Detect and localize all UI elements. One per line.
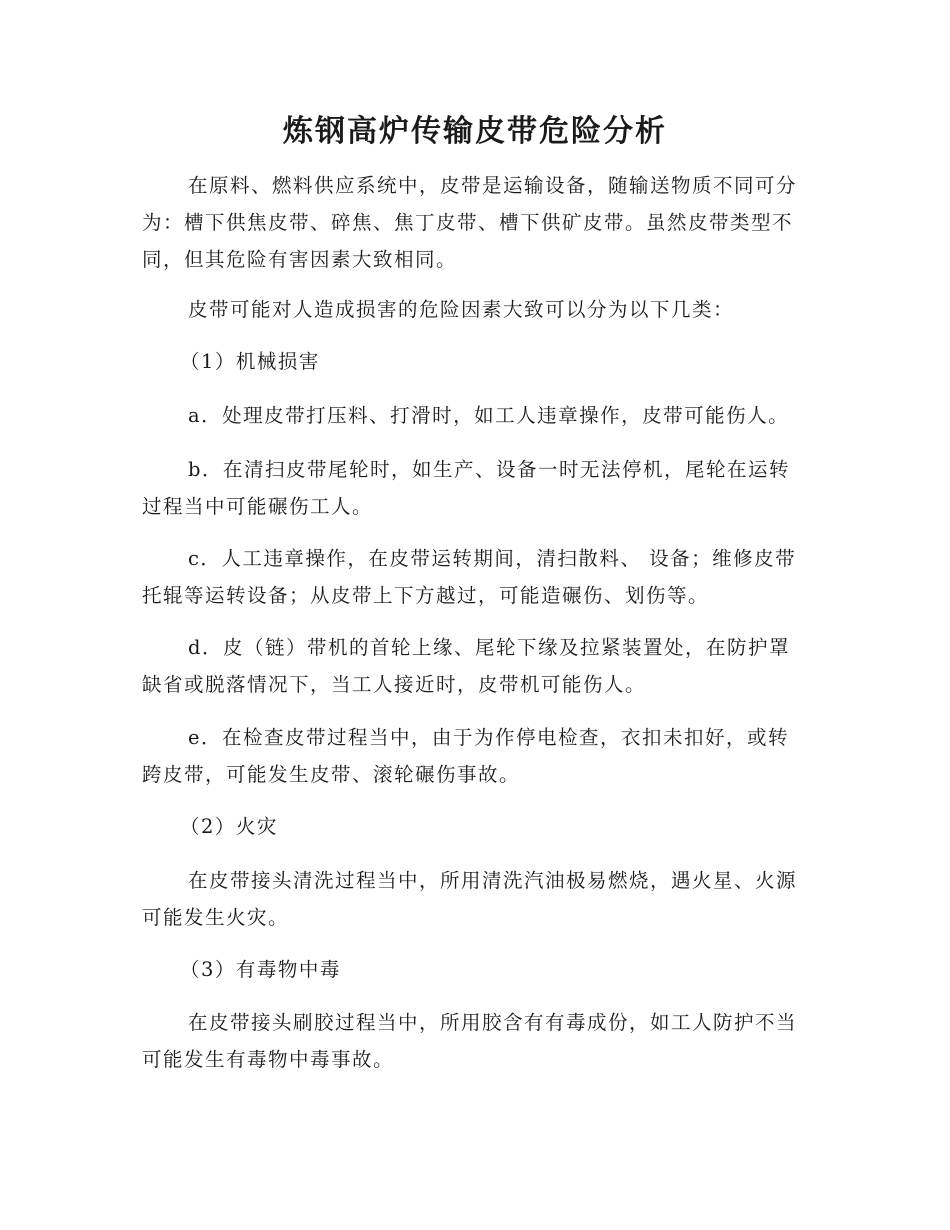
lead-paragraph: 皮带可能对人造成损害的危险因素大致可以分为以下几类： bbox=[188, 298, 735, 321]
section-heading-fire: （2）火灾 bbox=[180, 815, 278, 838]
list-item: d．皮（链）带机的首轮上缘、尾轮下缘及拉紧装置处，在防护罩缺省或脱落情况下，当工人接近时，皮带机可能伤人。 bbox=[142, 636, 790, 696]
section-heading-poisoning: （3）有毒物中毒 bbox=[180, 958, 341, 981]
list-item: 在皮带接头清洗过程当中，所用清洗汽油极易燃烧，遇火星、火源可能发生火灾。 bbox=[142, 869, 798, 929]
section-heading-mechanical: （1）机械损害 bbox=[180, 350, 320, 373]
list-item: c．人工违章操作，在皮带运转期间，清扫散料、 设备；维修皮带托辊等运转设备；从皮带上下方越过，可能造碾伤、划伤等。 bbox=[142, 547, 797, 607]
list-item: e．在检查皮带过程当中，由于为作停电检查，衣扣未扣好，或转跨皮带，可能发生皮带、滚轮碾伤事故。 bbox=[142, 726, 790, 786]
list-item: 在皮带接头刷胶过程当中，所用胶含有有毒成份，如工人防护不当可能发生有毒物中毒事故。 bbox=[142, 1011, 798, 1071]
list-item: a．处理皮带打压料、打滑时，如工人违章操作，皮带可能伤人。 bbox=[188, 404, 790, 427]
intro-paragraph: 在原料、燃料供应系统中，皮带是运输设备，随输送物质不同可分为：槽下供焦皮带、碎焦、焦丁皮带、槽下供矿皮带。虽然皮带类型不同，但其危险有害因素大致相同。 bbox=[142, 174, 798, 271]
document-title: 炼钢高炉传输皮带危险分析 bbox=[283, 114, 667, 149]
list-item: b．在清扫皮带尾轮时，如生产、设备一时无法停机，尾轮在运转过程当中可能碾伤工人。 bbox=[142, 458, 790, 518]
